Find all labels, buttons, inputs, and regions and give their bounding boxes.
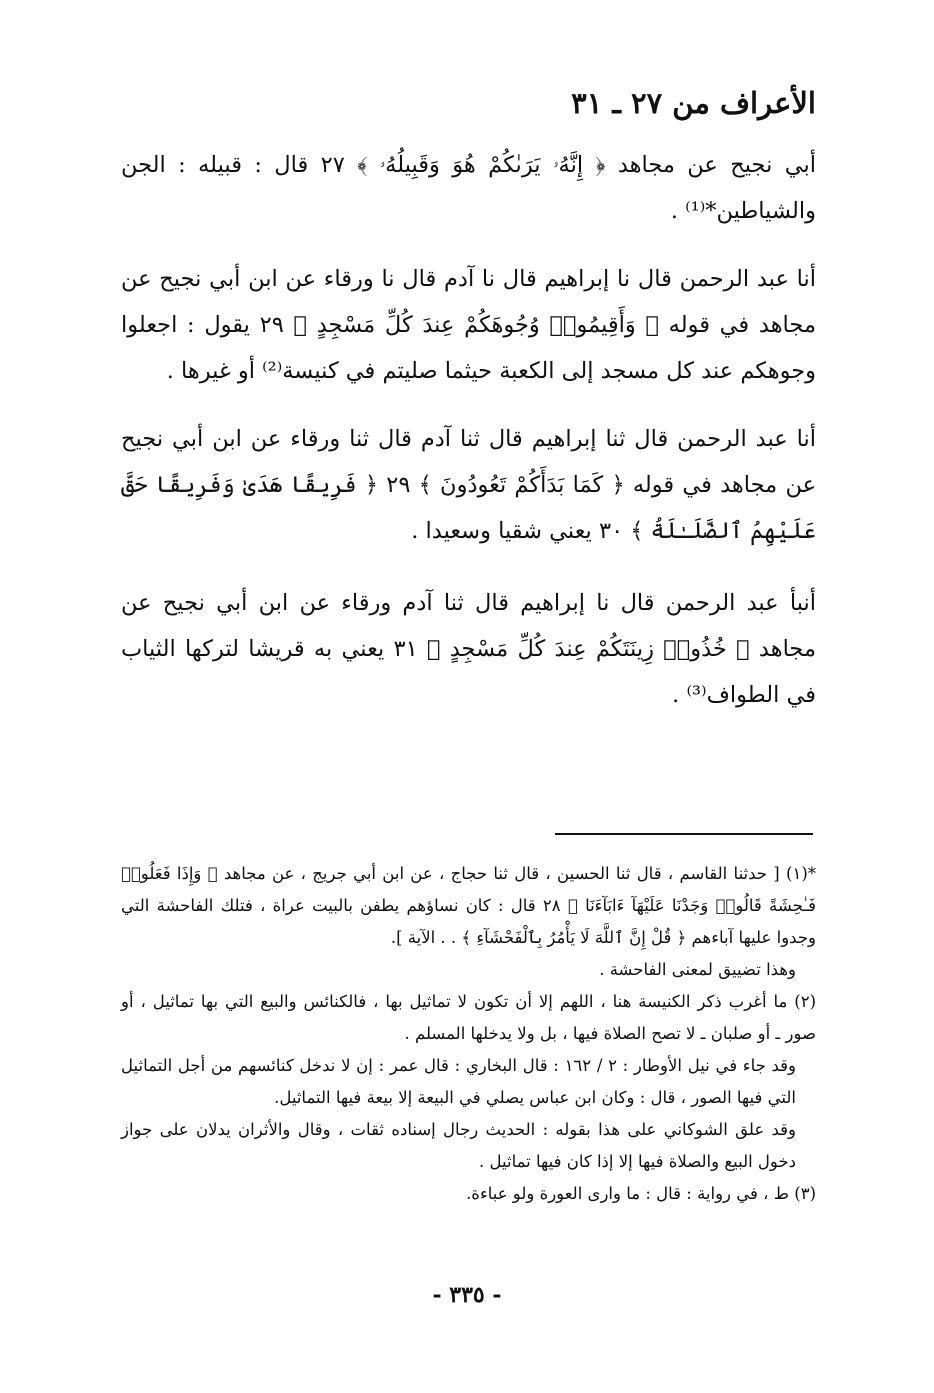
- footnote-marker: (٢): [794, 992, 816, 1011]
- footnote-1: [121, 858, 816, 954]
- footnote-1-continuation: [121, 954, 816, 986]
- paragraph-3: أنا عبد الرحمن قال ثنا إبراهيم قال ثنا آدم قال ثنا ورقاء عن ابن أبي نجيح عن مجاهد في قوله ﴿ كَمَا بَدَأَكُمْ تَعُودُونَ ﴾ ٢٩ ﴿ فَرِيقًا هَدَىٰ وَفَرِيقًا حَقَّ عَلَيْهِمُ ٱلضَّلَـٰلَةُ ﴾ ٣٠ يعني شقيا وسعيدا .: [121, 426, 817, 544]
- footnotes: [121, 858, 816, 1210]
- footnote-text: ط ، في رواية : قال : ما وارى العورة ولو عباءة.: [466, 1184, 789, 1203]
- footnote-2: [121, 986, 816, 1050]
- footnote-text: وهذا تضييق لمعنى الفاحشة .: [599, 960, 796, 979]
- page-number: - ٣٣٥ -: [432, 1282, 502, 1308]
- footnote-2-continuation-2: [121, 1114, 816, 1178]
- paragraph-2: أنا عبد الرحمن قال نا إبراهيم قال نا آدم قال نا ورقاء عن ابن أبي نجيح عن مجاهد في قوله ﴿ وَأَقِيمُوا۟ وُجُوهَكُمْ عِندَ كُلِّ مَسْجِدٍ ﴾ ٢٩ يقول : اجعلوا وجوهكم عند كل مسجد إلى الكعبة حيثما صليتم في كنيسة⁽²⁾ أو غيرها .: [121, 266, 816, 384]
- running-title: الأعراف من ٢٧ ـ ٣١: [571, 86, 816, 120]
- paragraph-1: أبي نجيح عن مجاهد ﴿ إِنَّهُۥ يَرَىٰكُمْ هُوَ وَقَبِيلُهُۥ ﴾ ٢٧ قال : قبيله : الجن والشياطين*⁽¹⁾ .: [121, 152, 816, 224]
- footnote-text: ما أغرب ذكر الكنيسة هنا ، اللهم إلا أن تكون لا تماثيل بها ، فالكنائس والبيع التي بها تماثيل ، أو صور ـ أو صلبان ـ لا تصح الصلاة فيها ، بل ولا يدخلها المسلم .: [121, 992, 816, 1043]
- paragraph-4: أنبأ عبد الرحمن قال نا إبراهيم قال ثنا آدم ورقاء عن ابن أبي نجيح عن مجاهد ﴿ خُذُوا۟ زِينَتَكُمْ عِندَ كُلِّ مَسْجِدٍ ﴾ ٣١ يعني به قريشا لتركها الثياب في الطواف⁽³⁾ .: [121, 590, 816, 708]
- footnote-text: وقد جاء في نيل الأوطار : ٢ / ١٦٢ : قال البخاري : قال عمر : إن لا ندخل كنائسهم من أجل التماثيل التي فيها الصور ، قال : وكان ابن عباس يصلي في البيعة إلا بيعة فيها التماثيل.: [121, 1056, 797, 1107]
- footnote-3: [121, 1178, 816, 1210]
- footnote-2-continuation-1: [121, 1050, 816, 1114]
- footnote-marker: (٣): [794, 1184, 816, 1203]
- footnote-text: وقد علق الشوكاني على هذا بقوله : الحديث رجال إسناده ثقات ، وقال والأثران يدلان على جواز دخول البيع والصلاة فيها إلا إذا كان فيها تماثيل .: [121, 1120, 796, 1171]
- footnote-divider: [555, 833, 813, 835]
- footnote-text: [ حدثنا القاسم ، قال ثنا الحسين ، قال ثنا حجاج ، عن ابن أبي جريج ، عن مجاهد ﴿ وَإِذَا فَعَلُوا۟ فَـٰحِشَةً قَالُوا۟ وَجَدْنَا عَلَيْهَآ ءَابَآءَنَا ﴾ ٢٨ قال : كان نساؤهم يطفن بالبيت عراة ، فتلك الفاحشة التي وجدوا عليها آباءهم ﴿ قُلْ إِنَّ ٱللَّهَ لَا يَأْمُرُ بِٱلْفَحْشَآءِ ﴾ . . الآية ].: [121, 864, 816, 947]
- footnote-marker: *(١): [786, 864, 816, 883]
